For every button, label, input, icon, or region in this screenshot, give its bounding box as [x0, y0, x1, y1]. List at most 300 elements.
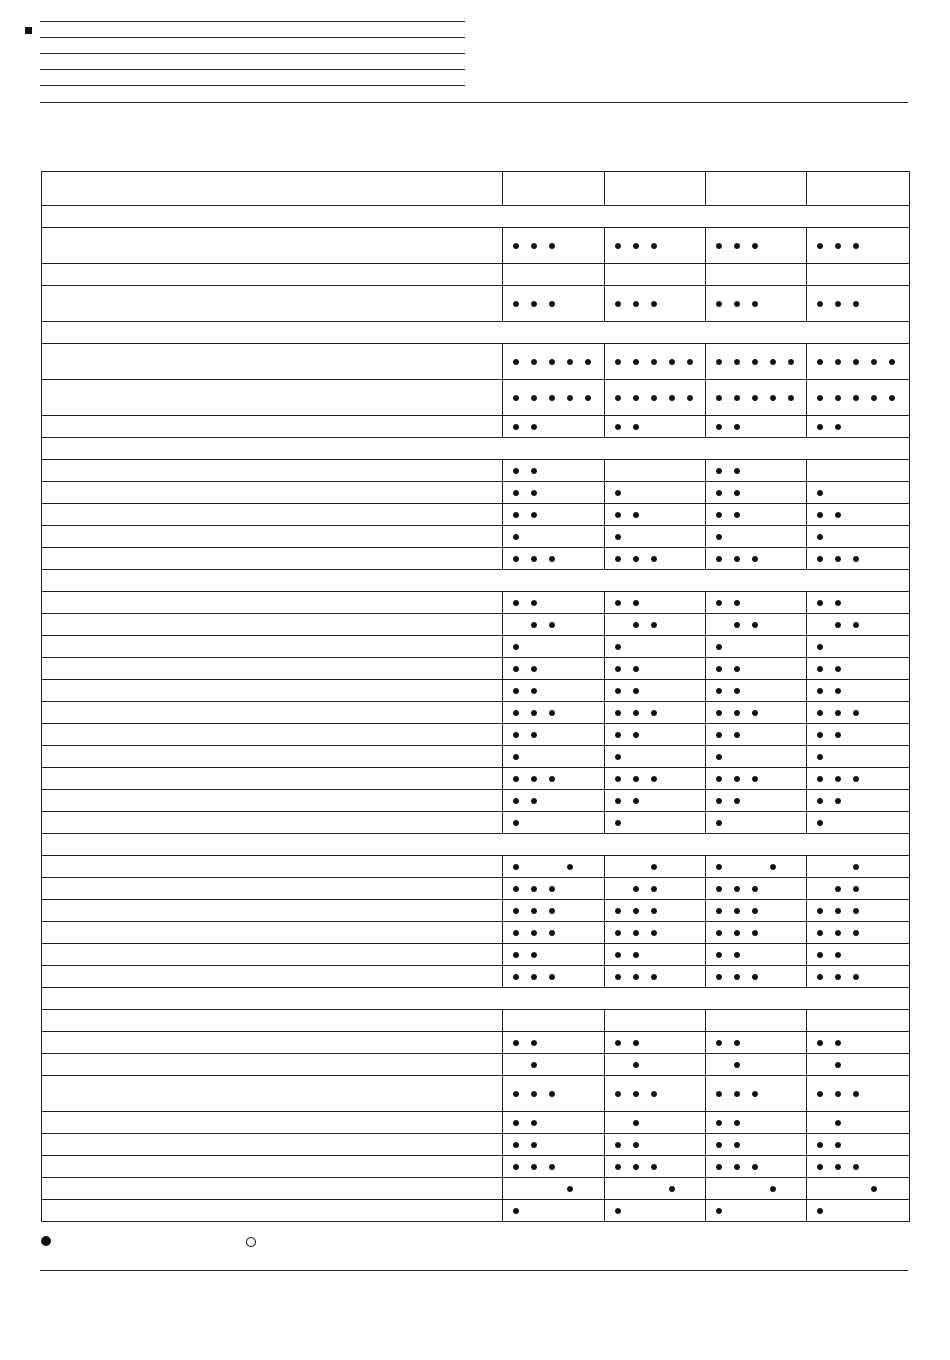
availability-cell — [605, 286, 706, 322]
standard-dot-icon — [531, 710, 537, 716]
table-row — [42, 1032, 910, 1054]
standard-dot-icon — [531, 908, 537, 914]
standard-dot-icon — [531, 424, 537, 430]
standard-dot-icon — [853, 243, 859, 249]
feature-label-cell — [42, 592, 503, 614]
availability-cell — [503, 658, 605, 680]
availability-cell — [605, 922, 706, 944]
standard-dot-icon — [752, 776, 758, 782]
standard-dot-icon — [835, 688, 841, 694]
standard-dot-icon — [734, 622, 740, 628]
table-row — [42, 1054, 910, 1076]
standard-dot-icon — [633, 395, 639, 401]
standard-dot-icon — [651, 864, 657, 870]
standard-dot-icon — [513, 1091, 519, 1097]
availability-cell — [706, 416, 807, 438]
standard-dot-icon — [817, 359, 823, 365]
standard-dot-icon — [817, 952, 823, 958]
standard-dot-icon — [513, 952, 519, 958]
availability-cell — [503, 1032, 605, 1054]
availability-cell — [706, 1112, 807, 1134]
availability-cell — [807, 658, 910, 680]
standard-dot-icon — [853, 908, 859, 914]
standard-dot-icon — [716, 710, 722, 716]
feature-label-cell — [42, 1010, 503, 1032]
section-header-row — [42, 322, 910, 344]
table-row — [42, 1010, 910, 1032]
availability-cell — [807, 504, 910, 526]
standard-dot-icon — [549, 301, 555, 307]
availability-cell — [605, 856, 706, 878]
feature-label-cell — [42, 966, 503, 988]
standard-dot-icon — [531, 243, 537, 249]
standard-dot-icon — [716, 732, 722, 738]
standard-dot-icon — [734, 732, 740, 738]
table-row — [42, 264, 910, 286]
standard-dot-icon — [615, 1142, 621, 1148]
section-header-row — [42, 206, 910, 228]
availability-cell — [503, 724, 605, 746]
standard-dot-icon — [716, 1120, 722, 1126]
standard-dot-icon — [531, 556, 537, 562]
availability-cell — [503, 504, 605, 526]
standard-dot-icon — [513, 556, 519, 562]
feature-label-cell — [42, 1178, 503, 1200]
standard-dot-icon — [734, 1062, 740, 1068]
standard-dot-icon — [817, 1142, 823, 1148]
availability-cell — [605, 1112, 706, 1134]
availability-cell — [605, 1054, 706, 1076]
standard-dot-icon — [716, 534, 722, 540]
availability-cell — [807, 1076, 910, 1112]
standard-dot-icon — [716, 776, 722, 782]
standard-dot-icon — [788, 359, 794, 365]
standard-dot-icon — [513, 243, 519, 249]
standard-dot-icon — [531, 1062, 537, 1068]
standard-dot-icon — [817, 512, 823, 518]
standard-dot-icon — [716, 930, 722, 936]
availability-cell — [605, 1010, 706, 1032]
standard-dot-icon — [513, 776, 519, 782]
standard-dot-icon — [853, 395, 859, 401]
standard-dot-icon — [817, 688, 823, 694]
standard-dot-icon — [633, 1120, 639, 1126]
availability-cell — [807, 746, 910, 768]
section-header-cell — [42, 438, 910, 460]
standard-dot-icon — [615, 1091, 621, 1097]
standard-dot-icon — [531, 512, 537, 518]
standard-dot-icon — [513, 1142, 519, 1148]
standard-dot-icon — [734, 710, 740, 716]
standard-dot-icon — [531, 622, 537, 628]
availability-cell — [706, 1156, 807, 1178]
table-row — [42, 1134, 910, 1156]
availability-cell — [503, 1054, 605, 1076]
standard-dot-icon — [633, 512, 639, 518]
standard-dot-icon — [651, 395, 657, 401]
standard-dot-icon — [835, 1120, 841, 1126]
standard-dot-icon — [716, 820, 722, 826]
standard-dot-icon — [615, 534, 621, 540]
standard-dot-icon — [567, 359, 573, 365]
standard-dot-icon — [788, 395, 794, 401]
table-row — [42, 702, 910, 724]
standard-dot-icon — [716, 754, 722, 760]
availability-cell — [503, 1156, 605, 1178]
standard-dot-icon — [716, 395, 722, 401]
standard-dot-icon — [817, 930, 823, 936]
standard-dot-icon — [531, 776, 537, 782]
section-header-row — [42, 438, 910, 460]
standard-dot-icon — [615, 644, 621, 650]
feature-label-cell — [42, 1200, 503, 1222]
availability-cell — [807, 702, 910, 724]
availability-cell — [503, 460, 605, 482]
table-header-row — [42, 172, 910, 206]
standard-dot-icon — [513, 600, 519, 606]
standard-dot-icon — [531, 974, 537, 980]
standard-dot-icon — [633, 600, 639, 606]
availability-cell — [605, 1134, 706, 1156]
standard-dot-icon — [817, 490, 823, 496]
availability-cell — [503, 228, 605, 264]
optional-circle-icon — [246, 1237, 256, 1247]
standard-dot-icon — [513, 534, 519, 540]
availability-cell — [605, 790, 706, 812]
standard-dot-icon — [734, 556, 740, 562]
standard-dot-icon — [513, 820, 519, 826]
standard-dot-icon — [513, 1208, 519, 1214]
standard-dot-icon — [615, 359, 621, 365]
standard-dot-icon — [752, 1164, 758, 1170]
standard-dot-icon — [531, 301, 537, 307]
standard-dot-icon — [817, 754, 823, 760]
availability-cell — [503, 1134, 605, 1156]
table-row — [42, 878, 910, 900]
standard-dot-icon — [651, 243, 657, 249]
standard-dot-icon — [633, 359, 639, 365]
availability-cell — [605, 1076, 706, 1112]
standard-dot-icon — [531, 952, 537, 958]
standard-dot-icon — [835, 622, 841, 628]
availability-cell — [706, 286, 807, 322]
standard-dot-icon — [752, 556, 758, 562]
availability-cell — [503, 680, 605, 702]
standard-dot-icon — [669, 1186, 675, 1192]
table-row — [42, 768, 910, 790]
availability-cell — [807, 636, 910, 658]
availability-cell — [605, 658, 706, 680]
standard-dot-icon — [615, 395, 621, 401]
availability-cell — [807, 460, 910, 482]
standard-dot-icon — [615, 666, 621, 672]
standard-dot-icon — [716, 556, 722, 562]
standard-dot-icon — [513, 930, 519, 936]
feature-label-cell — [42, 504, 503, 526]
availability-cell — [503, 548, 605, 570]
standard-dot-icon — [513, 974, 519, 980]
feature-label-cell — [42, 790, 503, 812]
standard-dot-icon — [817, 798, 823, 804]
standard-dot-icon — [513, 395, 519, 401]
standard-dot-icon — [734, 1142, 740, 1148]
standard-dot-icon — [633, 1091, 639, 1097]
standard-dot-icon — [716, 1142, 722, 1148]
standard-dot-icon — [817, 534, 823, 540]
standard-dot-icon — [716, 864, 722, 870]
table-row — [42, 1178, 910, 1200]
table-row — [42, 482, 910, 504]
standard-dot-icon — [651, 710, 657, 716]
standard-dot-icon — [734, 776, 740, 782]
standard-dot-icon — [734, 1091, 740, 1097]
standard-dot-icon — [549, 886, 555, 892]
availability-cell — [706, 658, 807, 680]
standard-dot-icon — [567, 395, 573, 401]
feature-label-cell — [42, 1054, 503, 1076]
standard-dot-icon — [716, 1040, 722, 1046]
standard-dot-icon — [513, 710, 519, 716]
availability-cell — [503, 344, 605, 380]
standard-dot-icon — [531, 688, 537, 694]
standard-dot-icon — [615, 974, 621, 980]
standard-dot-icon — [752, 359, 758, 365]
standard-dot-icon — [716, 908, 722, 914]
standard-dot-icon — [633, 1040, 639, 1046]
standard-dot-icon — [835, 359, 841, 365]
standard-dot-icon — [633, 776, 639, 782]
standard-dot-icon — [734, 974, 740, 980]
standard-dot-icon — [835, 974, 841, 980]
availability-cell — [605, 878, 706, 900]
availability-cell — [503, 900, 605, 922]
standard-dot-icon — [615, 1040, 621, 1046]
feature-label-cell — [42, 416, 503, 438]
availability-cell — [503, 416, 605, 438]
standard-dot-icon — [513, 754, 519, 760]
availability-cell — [503, 614, 605, 636]
standard-dot-icon — [871, 395, 877, 401]
availability-cell — [706, 922, 807, 944]
standard-dot-icon — [853, 1164, 859, 1170]
standard-dot-icon — [817, 1208, 823, 1214]
standard-dot-icon — [615, 512, 621, 518]
standard-dot-icon — [633, 710, 639, 716]
section-header-cell — [42, 834, 910, 856]
standard-dot-icon — [853, 930, 859, 936]
standard-dot-icon — [615, 1164, 621, 1170]
standard-dot-icon — [734, 908, 740, 914]
availability-cell — [706, 526, 807, 548]
availability-cell — [605, 264, 706, 286]
model-column-header — [503, 172, 605, 206]
standard-dot-icon — [651, 930, 657, 936]
standard-dot-icon — [585, 395, 591, 401]
availability-cell — [503, 380, 605, 416]
standard-dot-icon — [531, 886, 537, 892]
table-row — [42, 286, 910, 322]
availability-cell — [807, 1112, 910, 1134]
spec-table — [41, 171, 910, 1222]
availability-cell — [807, 416, 910, 438]
standard-dot-icon — [633, 622, 639, 628]
table-row — [42, 416, 910, 438]
feature-label-cell — [42, 768, 503, 790]
standard-dot-icon — [853, 886, 859, 892]
standard-dot-icon — [734, 1164, 740, 1170]
standard-dot-icon — [817, 1040, 823, 1046]
standard-dot-icon — [853, 864, 859, 870]
availability-cell — [605, 702, 706, 724]
standard-dot-icon — [835, 556, 841, 562]
availability-cell — [706, 1134, 807, 1156]
standard-dot-icon — [853, 776, 859, 782]
availability-cell — [605, 1032, 706, 1054]
standard-dot-icon — [734, 359, 740, 365]
standard-dot-icon — [835, 930, 841, 936]
standard-dot-icon — [716, 666, 722, 672]
standard-dot-icon — [716, 974, 722, 980]
table-row — [42, 504, 910, 526]
standard-dot-icon — [817, 600, 823, 606]
availability-cell — [807, 680, 910, 702]
standard-dot-icon — [716, 243, 722, 249]
standard-dot-icon — [615, 820, 621, 826]
standard-dot-icon — [615, 710, 621, 716]
legend — [41, 1236, 441, 1250]
standard-dot-icon — [853, 710, 859, 716]
availability-cell — [706, 966, 807, 988]
standard-dot-icon — [549, 1091, 555, 1097]
availability-cell — [807, 482, 910, 504]
availability-cell — [807, 1054, 910, 1076]
standard-dot-icon — [734, 930, 740, 936]
standard-dot-icon — [651, 622, 657, 628]
standard-dot-icon — [687, 395, 693, 401]
standard-dot-icon — [817, 556, 823, 562]
availability-cell — [503, 264, 605, 286]
standard-dot-icon — [817, 395, 823, 401]
table-row — [42, 812, 910, 834]
standard-dot-icon — [669, 395, 675, 401]
standard-dot-icon — [513, 490, 519, 496]
availability-cell — [807, 264, 910, 286]
standard-dot-icon — [817, 243, 823, 249]
standard-dot-icon — [513, 424, 519, 430]
feature-column-header — [42, 172, 503, 206]
standard-dot-icon — [531, 1142, 537, 1148]
standard-dot-icon — [531, 359, 537, 365]
standard-dot-icon — [531, 1091, 537, 1097]
standard-dot-icon — [615, 930, 621, 936]
availability-cell — [503, 768, 605, 790]
availability-cell — [605, 526, 706, 548]
standard-dot-icon — [513, 644, 519, 650]
standard-dot-icon — [513, 688, 519, 694]
title-line — [40, 85, 465, 86]
standard-dot-icon — [752, 974, 758, 980]
feature-label-cell — [42, 344, 503, 380]
model-column-header — [807, 172, 910, 206]
feature-label-cell — [42, 1156, 503, 1178]
feature-label-cell — [42, 724, 503, 746]
table-row — [42, 228, 910, 264]
table-row — [42, 526, 910, 548]
standard-dot-icon — [513, 886, 519, 892]
availability-cell — [706, 504, 807, 526]
availability-cell — [807, 1156, 910, 1178]
table-row — [42, 548, 910, 570]
standard-dot-icon — [651, 908, 657, 914]
feature-label-cell — [42, 746, 503, 768]
standard-dot-icon — [615, 1208, 621, 1214]
availability-cell — [605, 460, 706, 482]
standard-dot-icon — [752, 622, 758, 628]
table-row — [42, 380, 910, 416]
standard-dot-icon — [716, 424, 722, 430]
standard-dot-icon — [651, 974, 657, 980]
availability-cell — [503, 1200, 605, 1222]
standard-dot-icon — [835, 512, 841, 518]
availability-cell — [605, 416, 706, 438]
table-row — [42, 1156, 910, 1178]
standard-dot-icon — [752, 395, 758, 401]
standard-dot-icon — [651, 886, 657, 892]
standard-dot-icon — [531, 1040, 537, 1046]
table-row — [42, 966, 910, 988]
feature-label-cell — [42, 944, 503, 966]
standard-dot-icon — [549, 243, 555, 249]
availability-cell — [807, 344, 910, 380]
feature-label-cell — [42, 1076, 503, 1112]
standard-dot-icon — [817, 644, 823, 650]
availability-cell — [605, 482, 706, 504]
standard-dot-icon — [716, 512, 722, 518]
standard-dot-icon — [716, 952, 722, 958]
table-row — [42, 922, 910, 944]
title-block — [40, 21, 465, 86]
standard-dot-icon — [615, 688, 621, 694]
standard-dot-icon — [752, 243, 758, 249]
feature-label-cell — [42, 900, 503, 922]
availability-cell — [807, 812, 910, 834]
standard-dot-icon — [752, 1091, 758, 1097]
standard-dot-icon — [531, 395, 537, 401]
footer-divider — [40, 1270, 908, 1271]
availability-cell — [503, 856, 605, 878]
availability-cell — [706, 768, 807, 790]
standard-dot-icon — [734, 666, 740, 672]
standard-dot-icon — [549, 776, 555, 782]
standard-dot-icon — [549, 930, 555, 936]
availability-cell — [503, 1112, 605, 1134]
section-header-row — [42, 988, 910, 1010]
standard-dot-icon — [752, 908, 758, 914]
standard-dot-icon — [734, 600, 740, 606]
availability-cell — [605, 1200, 706, 1222]
feature-label-cell — [42, 1134, 503, 1156]
feature-label-cell — [42, 658, 503, 680]
availability-cell — [706, 944, 807, 966]
standard-dot-icon — [871, 359, 877, 365]
standard-dot-icon — [853, 556, 859, 562]
standard-dot-icon — [835, 1062, 841, 1068]
standard-dot-icon — [549, 556, 555, 562]
availability-cell — [503, 746, 605, 768]
standard-dot-icon — [817, 1164, 823, 1170]
standard-dot-icon — [752, 710, 758, 716]
availability-cell — [706, 812, 807, 834]
